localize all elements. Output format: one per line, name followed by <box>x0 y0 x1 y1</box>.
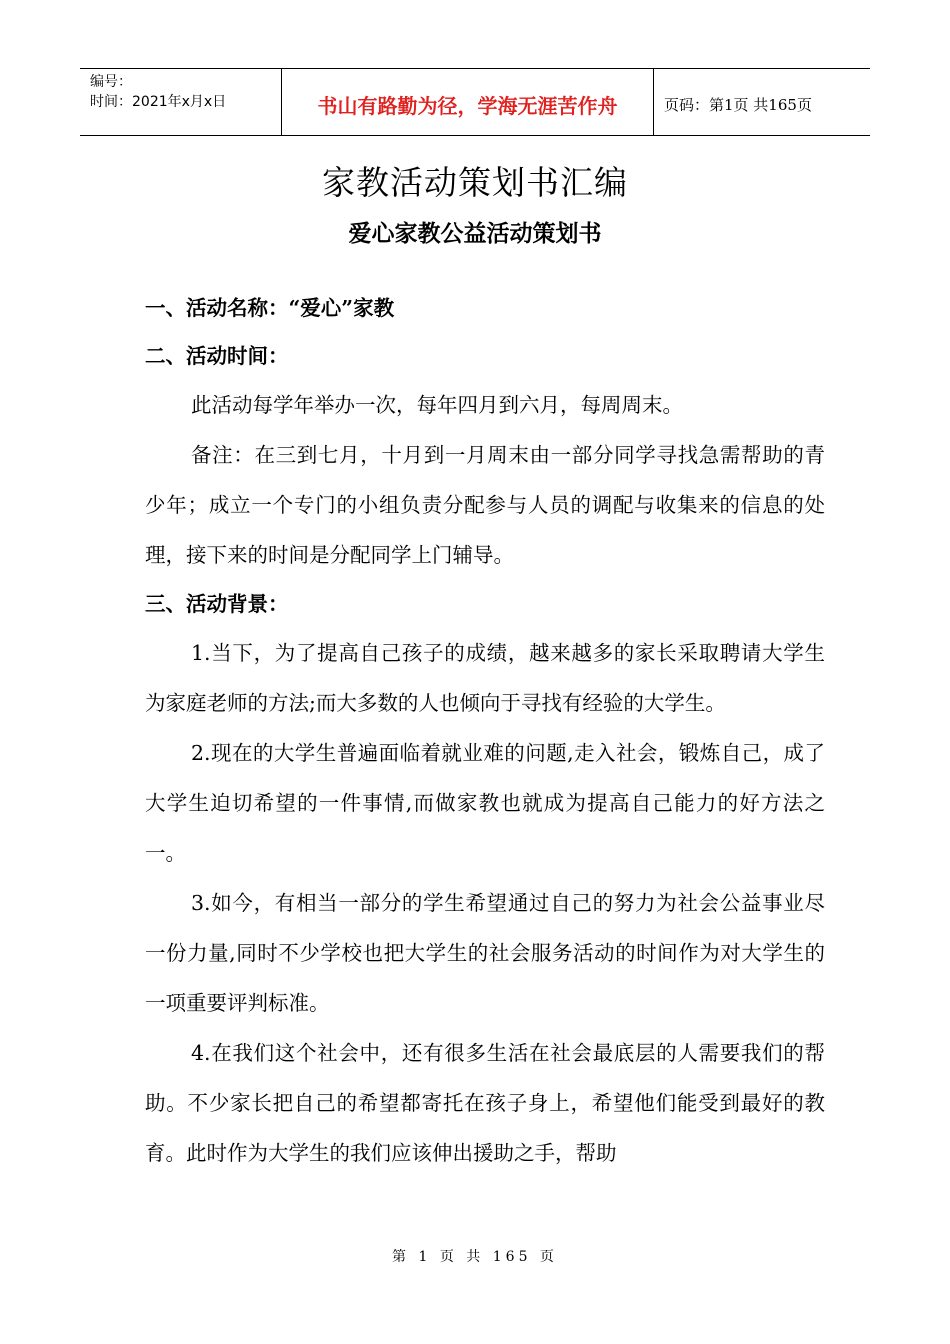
date-label: 时间：2021年x月x日 <box>90 94 227 110</box>
paragraph-background-1: 1.当下，为了提高自己孩子的成绩，越来越多的家长采取聘请大学生为家庭老师的方法;而大多数的人也倾向于寻找有经验的大学生。 <box>145 641 825 715</box>
paragraph-time-schedule: 此活动每学年举办一次，每年四月到六月，每周周末。 <box>191 393 683 417</box>
document-subtitle: 爱心家教公益活动策划书 <box>348 220 602 247</box>
section-heading-background: 三、活动背景： <box>145 592 289 616</box>
paragraph-background-2: 2.现在的大学生普遍面临着就业难的问题,走入社会，锻炼自己，成了大学生迫切希望的一件事情,而做家教也就成为提高自己能力的好方法之一。 <box>145 741 825 865</box>
section-heading-time: 二、活动时间： <box>145 344 289 368</box>
paragraph-background-3: 3.如今，有相当一部分的学生希望通过自己的努力为社会公益事业尽一份力量,同时不少学校也把大学生的社会服务活动的时间作为对大学生的一项重要评判标准。 <box>145 891 825 1015</box>
header-motto: 书山有路勤为径，学海无涯苦作舟 <box>282 69 654 135</box>
header-meta <box>80 69 282 135</box>
document-body <box>145 284 825 1178</box>
page-header <box>80 68 870 136</box>
paragraph-time-note: 备注：在三到七月，十月到一月周末由一部分同学寻找急需帮助的青少年；成立一个专门的小组负责分配参与人员的调配与收集来的信息的处理，接下来的时间是分配同学上门辅导。 <box>145 443 825 567</box>
header-page-info: 页码：第1页 共165页 <box>664 95 812 114</box>
paragraph-background-4: 4.在我们这个社会中，还有很多生活在社会最底层的人需要我们的帮助。不少家长把自己的希望都寄托在孩子身上，希望他们能受到最好的教育。此时作为大学生的我们应该伸出援助之手，帮助 <box>145 1041 825 1165</box>
page-footer: 第 1 页 共 165 页 <box>392 1249 558 1265</box>
serial-number-label: 编号： <box>90 74 132 90</box>
document-title: 家教活动策划书汇编 <box>322 163 628 202</box>
section-heading-name: 一、活动名称：“爱心”家教 <box>145 296 395 320</box>
